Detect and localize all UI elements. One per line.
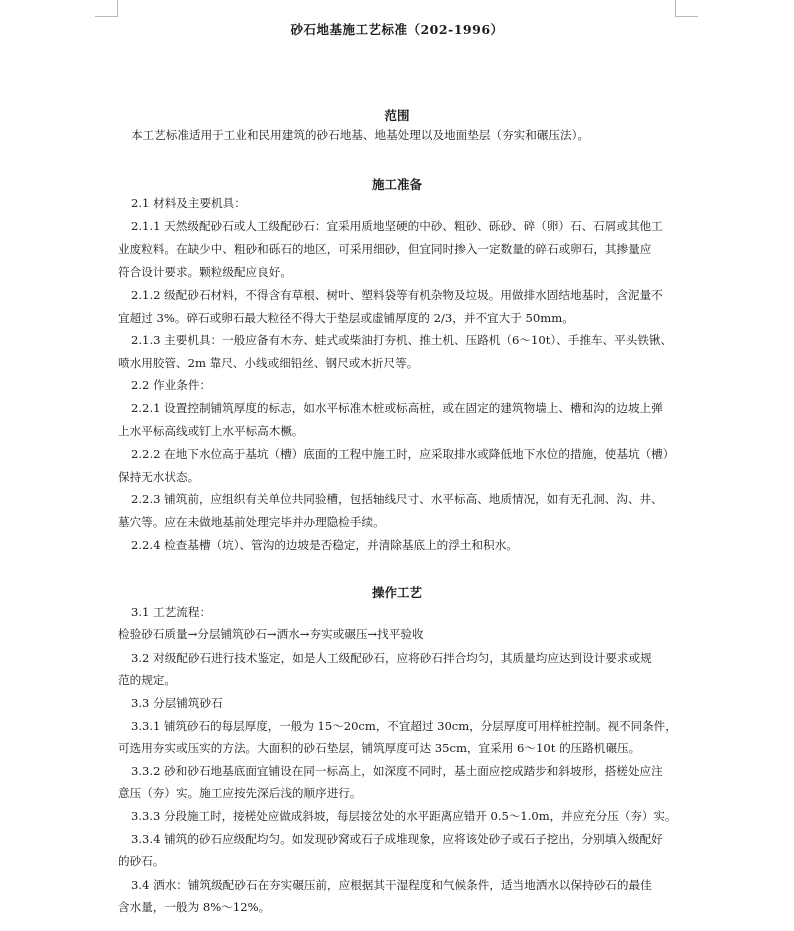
paragraph-line: 喷水用胶管、2m 靠尺、小线或细铅丝、钢尺或木折尺等。	[118, 356, 419, 370]
paragraph-line: 2.2.2 在地下水位高于基坑（槽）底面的工程中施工时，应采取排水或降低地下水位的措施，使基坑（槽）	[131, 447, 675, 461]
paragraph-line: 2.2 作业条件：	[131, 378, 212, 392]
paragraph-line: 2.2.3 铺筑前，应组织有关单位共同验槽，包括轴线尺寸、水平标高、地质情况，如有无孔洞、沟、井、	[131, 492, 663, 506]
paragraph-line: 含水量，一般为 8%～12%。	[118, 900, 271, 914]
paragraph-line: 的砂石。	[118, 854, 165, 868]
section-heading-scope: 范围	[384, 108, 410, 123]
paragraph-line: 2.1.1 天然级配砂石或人工级配砂石：宜采用质地坚硬的中砂、粗砂、砾砂、碎（卵）石、石屑或其他工	[131, 219, 663, 233]
document-title: 砂石地基施工艺标准（202-1996）	[290, 22, 504, 37]
process-flow-line: 检验砂石质量→分层铺筑砂石→洒水→夯实或碾压→找平验收	[118, 627, 424, 641]
paragraph-line: 3.3.4 铺筑的砂石应级配均匀。如发现砂窝或石子成堆现象，应将该处砂子或石子挖出，分别填入级配好	[131, 832, 663, 846]
paragraph-line: 3.3 分层铺筑砂石	[131, 696, 223, 710]
paragraph-line: 3.2 对级配砂石进行技术鉴定，如是人工级配砂石，应将砂石拌合均匀，其质量均应达到设计要求或规	[131, 651, 652, 665]
paragraph-line: 3.3.1 铺筑砂石的每层厚度，一般为 15～20cm，不宜超过 30cm，分层厚度可用样桩控制。视不同条件，	[131, 719, 677, 733]
paragraph-line: 2.2.4 检查基槽（坑）、管沟的边坡是否稳定，并清除基底上的浮土和积水。	[131, 538, 518, 552]
paragraph-line: 墓穴等。应在未做地基前处理完毕并办理隐检手续。	[118, 515, 385, 529]
paragraph-line: 3.3.2 砂和砂石地基底面宜铺设在同一标高上，如深度不同时，基土面应挖成踏步和斜坡形，搭槎处应注	[131, 764, 663, 778]
paragraph-line: 符合设计要求。颗粒级配应良好。	[118, 265, 292, 279]
paragraph-line: 上水平标高线或钉上水平标高木橛。	[118, 424, 304, 438]
paragraph-line: 2.1.3 主要机具：一般应备有木夯、蛙式或柴油打夯机、推土机、压路机（6～10t）、手推车、平头铁锹、	[131, 333, 673, 347]
paragraph-line: 业废粒料。在缺少中、粗砂和砾石的地区，可采用细砂，但宜同时掺入一定数量的碎石或卵石，其掺量应	[118, 242, 652, 256]
page-corner-mark-right	[675, 0, 698, 17]
paragraph-line: 3.1 工艺流程：	[131, 605, 212, 619]
paragraph-line: 本工艺标准适用于工业和民用建筑的砂石地基、地基处理以及地面垫层（夯实和碾压法）。	[131, 128, 589, 142]
paragraph-line: 3.4 洒水：铺筑级配砂石在夯实碾压前，应根据其干湿程度和气候条件，适当地洒水以保持砂石的最佳	[131, 878, 652, 892]
paragraph-line: 2.1.2 级配砂石材料，不得含有草根、树叶、塑料袋等有机杂物及垃圾。用做排水固结地基时，含泥量不	[131, 288, 663, 302]
paragraph-line: 可选用夯实或压实的方法。大面积的砂石垫层，铺筑厚度可达 35cm，宜采用 6～10t 的压路机碾压。	[118, 741, 641, 755]
paragraph-line: 3.3.3 分段施工时，接槎处应做成斜坡，每层接岔处的水平距离应错开 0.5～1.0m，并应充分压（夯）实。	[131, 809, 677, 823]
paragraph-line: 保持无水状态。	[118, 470, 200, 484]
section-heading-operation: 操作工艺	[371, 585, 422, 600]
paragraph-line: 2.2.1 设置控制铺筑厚度的标志，如水平标准木桩或标高桩，或在固定的建筑物墙上、槽和沟的边坡上弹	[131, 401, 663, 415]
paragraph-line: 意压（夯）实。施工应按先深后浅的顺序进行。	[118, 786, 362, 800]
page-corner-mark-left	[95, 0, 118, 17]
paragraph-line: 范的规定。	[118, 673, 176, 687]
paragraph-line: 2.1 材料及主要机具：	[131, 196, 246, 210]
section-heading-preparation: 施工准备	[371, 177, 422, 192]
paragraph-line: 宜超过 3%。碎石或卵石最大粒径不得大于垫层或虚铺厚度的 2/3，并不宜大于 50mm。	[118, 311, 574, 325]
